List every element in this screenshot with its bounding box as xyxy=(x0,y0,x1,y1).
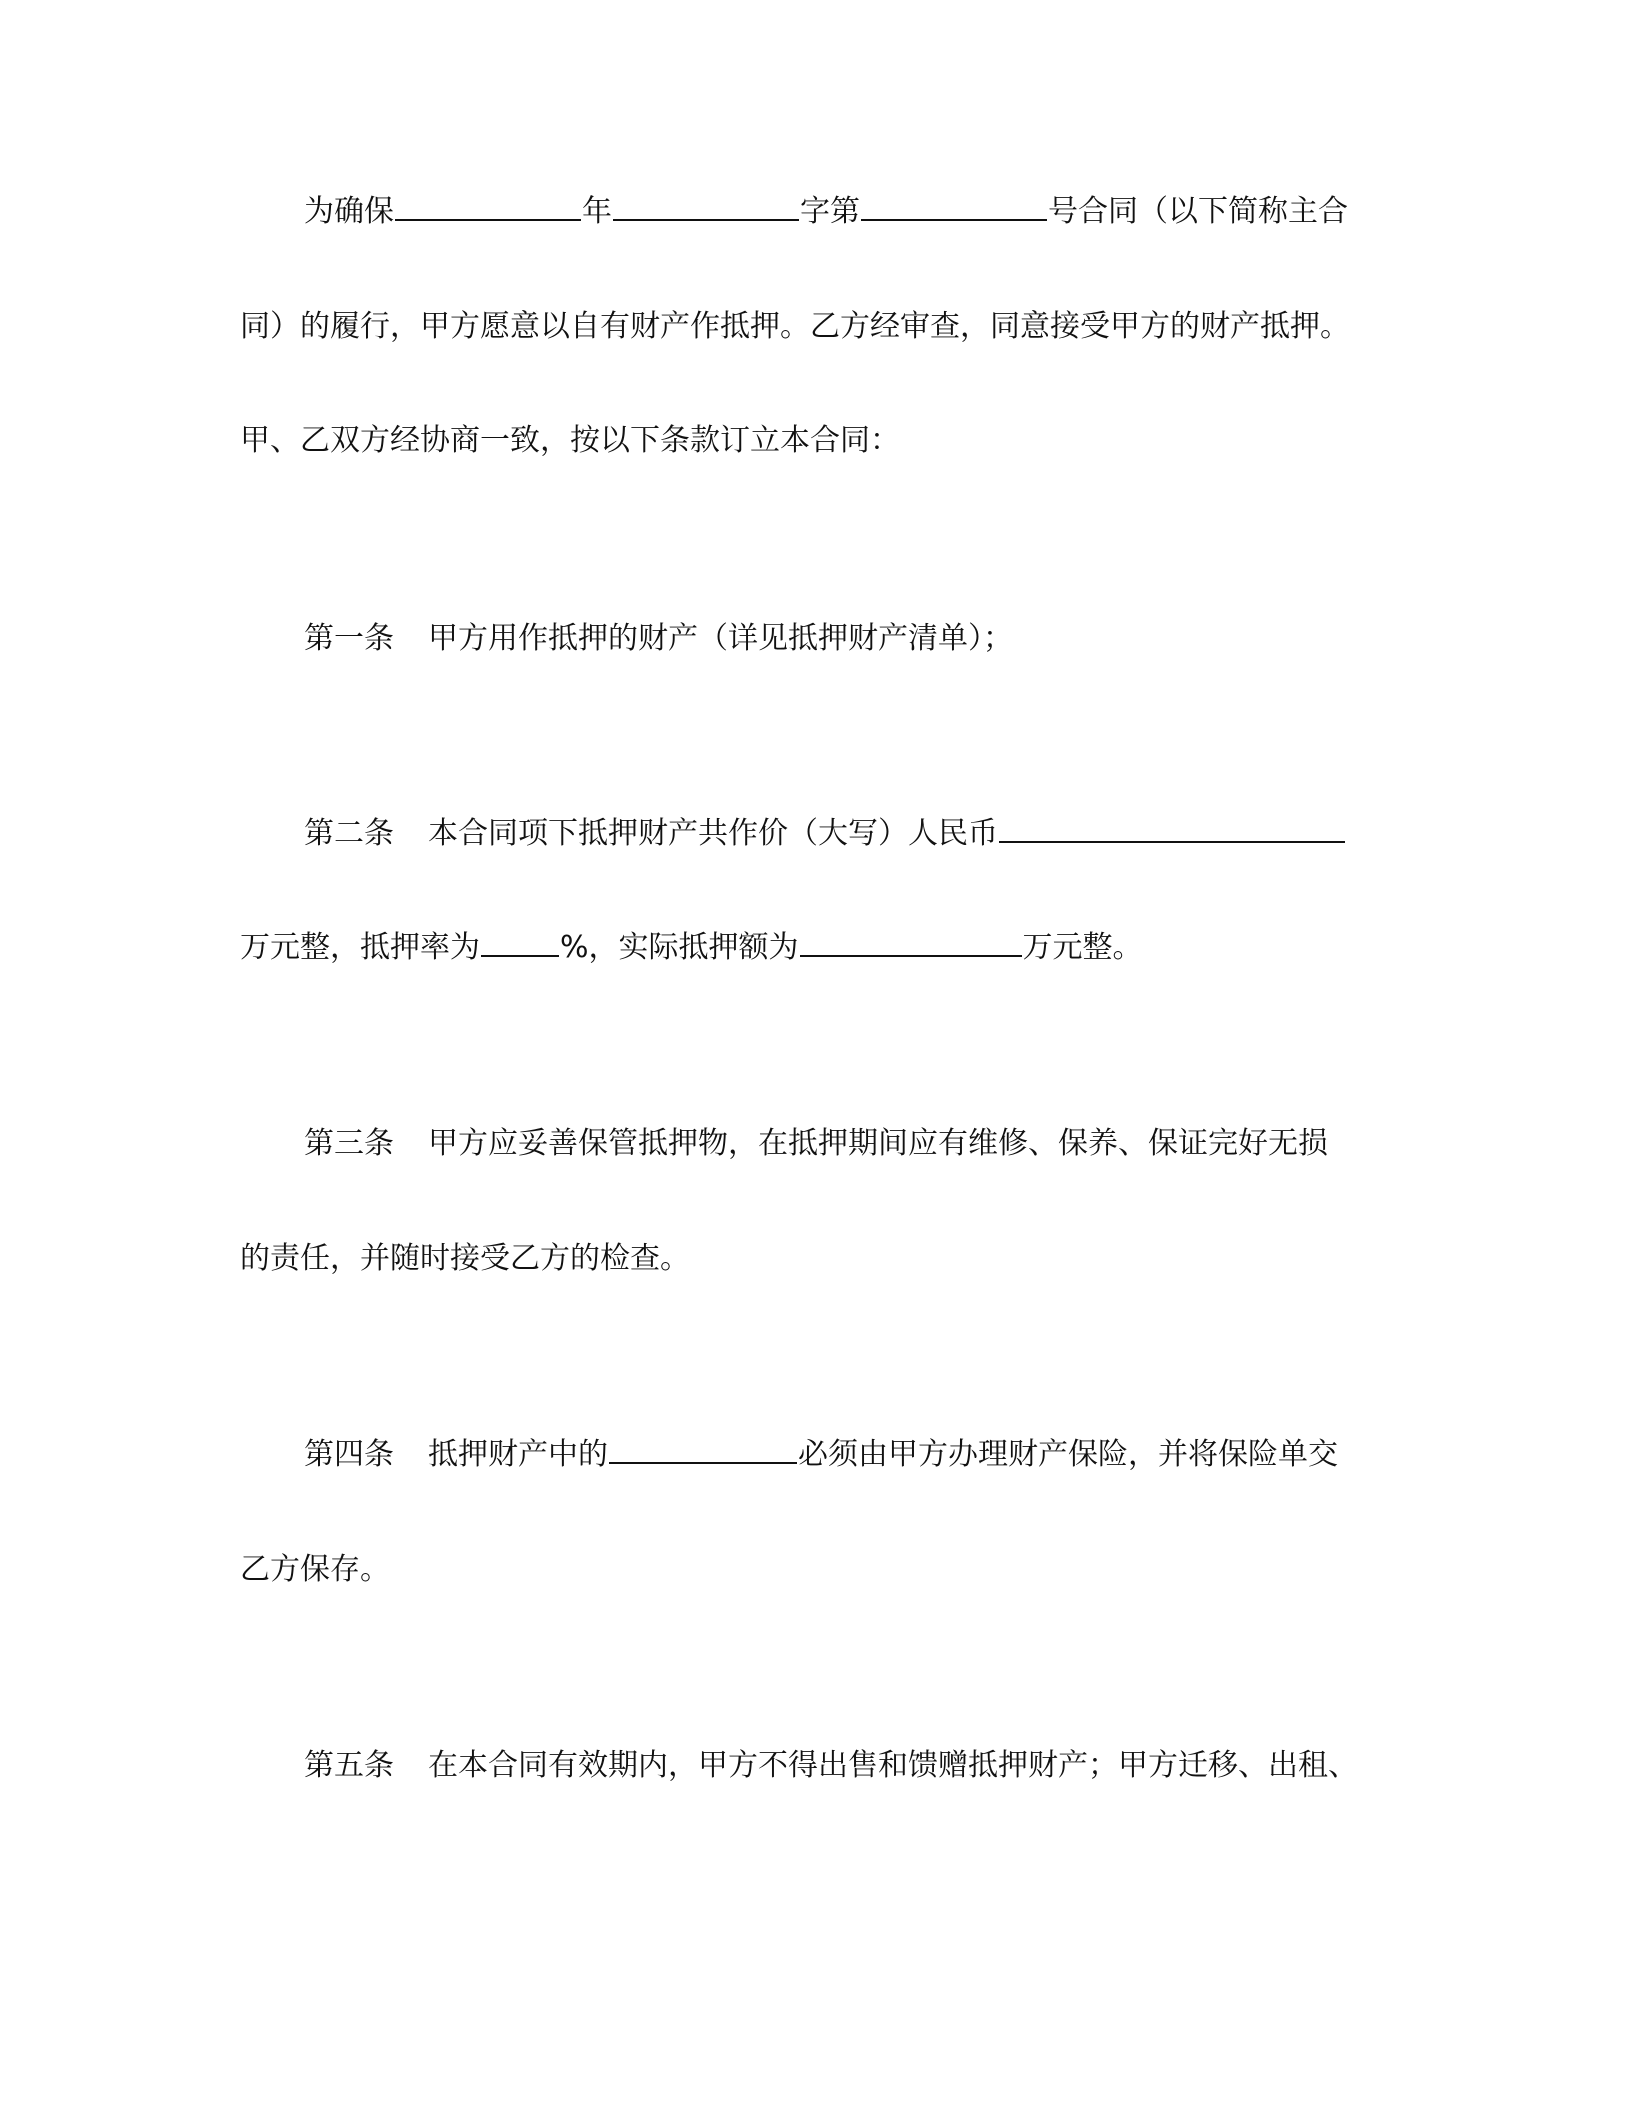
intro-text: 为确保 xyxy=(304,194,394,229)
article-4-line-2 xyxy=(240,1540,1380,1600)
intro-text: 字第 xyxy=(800,194,860,229)
intro-line-2 xyxy=(240,297,1380,357)
article-text: 甲方用作抵押的财产（详见抵押财产清单）； xyxy=(428,621,1013,656)
intro-text: 号合同（以下简称主合 xyxy=(1048,194,1348,229)
article-text: 甲方应妥善保管抵押物，在抵押期间应有维修、保养、保证完好无损 xyxy=(428,1126,1328,1161)
char-blank[interactable] xyxy=(613,189,799,221)
intro-text: 同）的履行，甲方愿意以自有财产作抵押。乙方经审查，同意接受甲方的财产抵押。 xyxy=(240,309,1350,344)
article-label: 第二条 xyxy=(304,816,394,851)
article-5-line-1 xyxy=(240,1736,1380,1796)
article-1 xyxy=(240,609,1380,669)
contract-number-blank[interactable] xyxy=(861,189,1047,221)
article-text: 本合同项下抵押财产共作价（大写）人民币 xyxy=(428,816,998,851)
article-text: 万元整。 xyxy=(1022,930,1143,965)
article-3-line-2 xyxy=(240,1229,1380,1289)
article-text: 乙方保存。 xyxy=(240,1552,390,1587)
article-text: 必须由甲方办理财产保险，并将保险单交 xyxy=(798,1437,1338,1472)
article-label: 第一条 xyxy=(304,621,394,656)
price-blank[interactable] xyxy=(999,811,1345,843)
article-text: 抵押财产中的 xyxy=(428,1437,608,1472)
article-text: 在本合同有效期内，甲方不得出售和馈赠抵押财产；甲方迁移、出租、 xyxy=(428,1748,1358,1783)
actual-amount-blank[interactable] xyxy=(800,925,1022,957)
article-label: 第五条 xyxy=(304,1748,394,1783)
article-4-line-1 xyxy=(240,1425,1380,1485)
article-label: 第三条 xyxy=(304,1126,394,1161)
article-text: %，实际抵押额为 xyxy=(560,930,799,965)
article-2-line-1 xyxy=(240,804,1380,864)
insured-property-blank[interactable] xyxy=(609,1432,797,1464)
article-3-line-1 xyxy=(240,1114,1380,1174)
article-2-line-2 xyxy=(240,918,1380,978)
mortgage-rate-blank[interactable] xyxy=(481,925,559,957)
article-text: 万元整，抵押率为 xyxy=(240,930,480,965)
year-blank[interactable] xyxy=(395,189,581,221)
intro-line-1 xyxy=(240,182,1380,242)
article-label: 第四条 xyxy=(304,1437,394,1472)
intro-text: 年 xyxy=(582,194,612,229)
article-text: 的责任，并随时接受乙方的检查。 xyxy=(240,1241,690,1276)
intro-text: 甲、乙双方经协商一致，按以下条款订立本合同： xyxy=(240,423,900,458)
intro-line-3 xyxy=(240,411,1380,471)
